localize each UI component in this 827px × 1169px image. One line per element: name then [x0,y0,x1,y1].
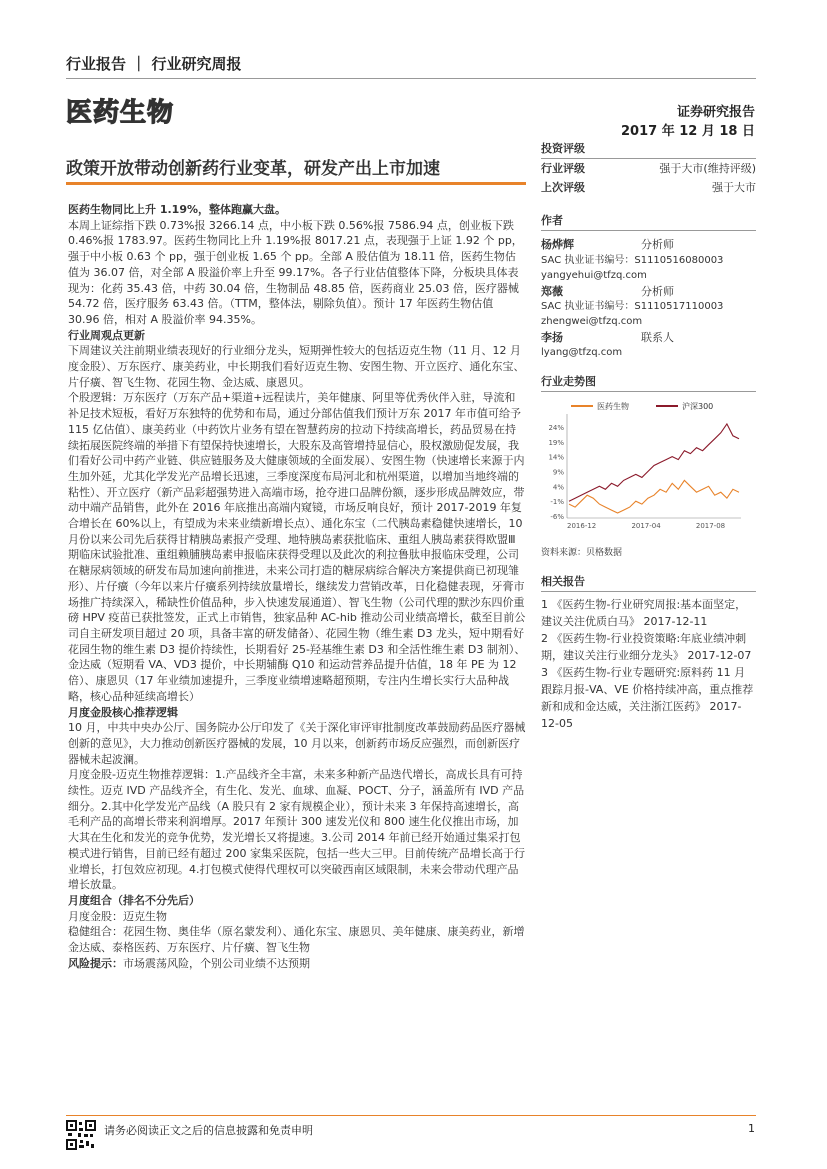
related-report-link[interactable]: 2 《医药生物-行业投资策略:年底业绩冲刺期，建议关注行业细分龙头》 2017-12-07 [541,632,752,662]
section-heading: 月度组合（排名不分先后） [68,893,200,907]
author-name: 李扬 [541,330,563,344]
section-heading: 行业周观点更新 [68,328,145,342]
trend-chart-svg [541,388,756,538]
y-tick-label: 14% [548,453,564,462]
report-category: 行业报告 ｜ 行业研究周报 [66,55,242,73]
x-tick-label: 2017-08 [695,522,726,530]
paragraph: 下周建议关注前期业绩表现好的行业细分龙头，短期弹性较大的包括迈克生物（11 月、12 月度金股）、万东医疗、康美药业，中长期我们看好迈克生物、安图生物、开立医疗、通化东宝、片仔癀、智飞生物、花园生物、金达威、康恩贝。 [68,344,525,389]
paragraph: 月度金股-迈克生物推荐逻辑：1.产品线齐全丰富，未来多种新产品迭代增长，高成长具有可持续性。迈克 IVD 产品线齐全，有生化、发光、血球、血凝、POCT、分子，涵盖所有 IVD 产品细分。2.其中化学发光产品线（A 股只有 2 家有规模企业），预计未来 3 年保持高速增长，高毛利产品的高增长带来利润增厚。2017 年预计 300 速发光仪和 800 速生化仪推出市场，加大其在生化和发光的竞争优势，发光增长又将提速。3.公司 2014 年前已经开始通过集采打包模式进行销售，目前已经有超过 200 家集采医院，包括一些大三甲。目前传统产品增长高于行业增长，打包效应初现。4.打包模式使得代理权可以突破西南区域限制，未来会带动代理产品增长放量。 [68,768,525,892]
sector-title: 医药生物 [66,98,175,128]
related-report-link[interactable]: 3 《医药生物-行业专题研究:原料药 11 月跟踪月报-VA、VE 价格持续冲高，重点推荐新和成和金达威，关注浙江医药》 2017-12-05 [541,666,754,730]
x-tick-label: 2016-12 [567,522,597,530]
authors-title: 作者 [541,213,756,231]
y-tick-label: -1% [550,498,564,507]
y-tick-label: 24% [548,423,564,432]
main-body [68,202,526,971]
risk-line [68,956,526,972]
author-email: lyang@tfzq.com [541,347,623,359]
author-email: yangyehui@tfzq.com [541,270,647,282]
author-name: 郑薇 [541,284,563,298]
risk-text: 市场震荡风险，个别公司业绩不达预期 [123,956,310,970]
prev-rating-value: 强于大市 [712,181,756,194]
chart-title: 行业走势图 [541,373,756,392]
author-role: 联系人 [641,330,674,344]
legend-label: 医药生物 [597,402,629,411]
report-headline: 政策开放带动创新药行业变革，研发产出上市加速 [66,159,440,179]
y-tick-label: -6% [550,513,564,521]
header-divider [66,78,756,79]
authors-block [541,213,756,361]
legend-label: 沪深300 [682,402,714,411]
y-tick-label: 9% [552,468,564,477]
risk-heading: 风险提示： [68,956,123,970]
paragraph: 个股逻辑：万东医疗（万东产品+渠道+远程读片，美年健康、阿里等优秀伙伴入驻，导流和补足技术短板，看好万东独特的优势和布局，通过分部估值我们预计万东 2017 年市值可给予 115 亿估值）、康美药业（中药饮片业务有望在智慧药房的拉动下持续高增长，药品贸易在持续拓展医院终端的举措下有望保持快速增长，大股东及高管增持显信心，股权激励促发展，我们看好公司中药产业链、供应链服务及大健康领域的全面发展）、安图生物（快速增长来源于内生加外延，尤其化学发光产品增长迅速，三季度深度布局河北和杭州渠道，以增加当地终端的粘性）、开立医疗（新产品彩超强势进入高端市场，抢夺进口品牌份额，逐步形成品牌效应，带动中端产品销售，此外在 2016 年底推出高端内窥镜，市场反响良好，预计 2017-2019 年复合增长在 60%以上，有望成为未来业绩新增长点）、通化东宝（二代胰岛素稳健快速增长，10 月份以来公司先后获得甘精胰岛素报产受理、地特胰岛素获批临床、重组人胰岛素获得欧盟Ⅲ期临床试验批准、重组赖脯胰岛素申报临床获得受理以及此次的利拉鲁肽申报临床受理，公司在糖尿病领域的研发布局加速向前推进，未来公司打造的糖尿病综合解决方案提供商已初现雏形）、片仔癀（今年以来片仔癀系列持续放量增长，继续发力营销改革，日化稳健表现，牙膏市场推广持续深入，稀缺性价值品种，步入快速发展通道）、智飞生物（公司代理的默沙东四价重磅 HPV 疫苗已获批签发，正式上市销售，独家品种 AC-hib 推动公司业绩高增长，截至目前公司自主研发项目超过 20 项，具备丰富的研发储备）、花园生物（维生素 D3 龙头，短中期看好花园生物的维生素 D3 提价持续性，长期看好 25-羟基维生素 D3 和全活性维生素 D3 制剂）、金达威（短期看 VA、VD3 提价，中长期辅酶 Q10 和运动营养品提升估值，18 年 PE 为 12 倍）、康恩贝（17 年业绩加速提升，三季度业绩增速略超预期，专注内生增长实行大品种战略，核心品种延续高增长） [68,391,526,703]
rating-row [541,159,756,178]
series-line-hs300 [569,424,739,501]
rating-block [541,140,756,197]
x-tick-label: 2017-04 [631,522,661,530]
paragraph: 月度金股：迈克生物 [68,909,167,923]
report-date: 2017 年 12 月 18 日 [621,124,755,139]
y-tick-label: 19% [548,438,564,447]
rating-value: 强于大市(维持评级) [659,162,756,175]
author-name: 杨烨辉 [541,238,574,252]
related-block [541,573,756,732]
series-line-pharma [569,480,739,513]
headline-underline [66,182,526,185]
author-role: 分析师 [641,284,674,298]
rating-title: 投资评级 [541,140,756,159]
section-heading: 医药生物同比上升 1.19%，整体跑赢大盘。 [68,203,286,216]
paragraph: 10 月，中共中央办公厅、国务院办公厅印发了《关于深化审评审批制度改革鼓励药品医疗器械创新的意见》，大力推动创新医疗器械的发展，10 月以来，创新药市场反应强烈，而创新医疗器械未起波澜。 [68,721,526,766]
author-email: zhengwei@tfzq.com [541,316,643,328]
chart-source: 资料来源：贝格数据 [541,548,623,558]
paragraph: 稳健组合：花园生物、奥佳华（原名蒙发利）、通化东宝、康恩贝、美年健康、康美药业，新增金达威、泰格医药、万东医疗、片仔癀、智飞生物 [68,925,525,955]
rating-label: 行业评级 [541,162,585,175]
author-cert: SAC 执业证书编号：S1110517110003 [541,301,724,313]
related-title: 相关报告 [541,573,756,592]
section-heading: 月度金股核心推荐逻辑 [68,705,178,719]
paragraph: 本周上证综指下跌 0.73%报 3266.14 点，中小板下跌 0.56%报 7586.94 点，创业板下跌 0.46%报 1783.97。医药生物同比上升 1.19%报 8017.21 点，表现强于上证 1.92 个 pp，强于中小板 0.63 个 pp，强于创业板 1.65 个 pp。全部 A 股估值为 18.11 倍，医药生物估值为 36.07 倍，对全部 A 股溢价率上升至 99.17%。各子行业估值整体下降，分板块具体表现为：化药 35.43 倍，中药 30.04 倍，生物制品 48.85 倍，医药商业 25.03 倍，医疗器械 54.72 倍，医疗服务 63.43 倍。（TTM，整体法，剔除负值）。预计 17 年医药生物估值 30.96 倍，相对 A 股溢价率 94.35%。 [68,218,523,326]
footer-disclaimer[interactable]: 请务必阅读正文之后的信息披露和免责申明 [104,1124,313,1137]
y-tick-label: 4% [552,483,564,492]
report-type: 证券研究报告 [676,105,755,120]
footer-divider [66,1115,756,1116]
related-report-link[interactable]: 1 《医药生物-行业研究周报:基本面坚定，建议关注优质白马》 2017-12-11 [541,598,747,628]
prev-rating-label: 上次评级 [541,181,585,194]
qr-code-icon [66,1120,96,1150]
author-role: 分析师 [641,238,674,252]
page-number: 1 [748,1122,755,1135]
trend-chart [541,388,756,538]
prev-rating-row [541,178,756,197]
author-cert: SAC 执业证书编号：S1110516080003 [541,254,724,266]
